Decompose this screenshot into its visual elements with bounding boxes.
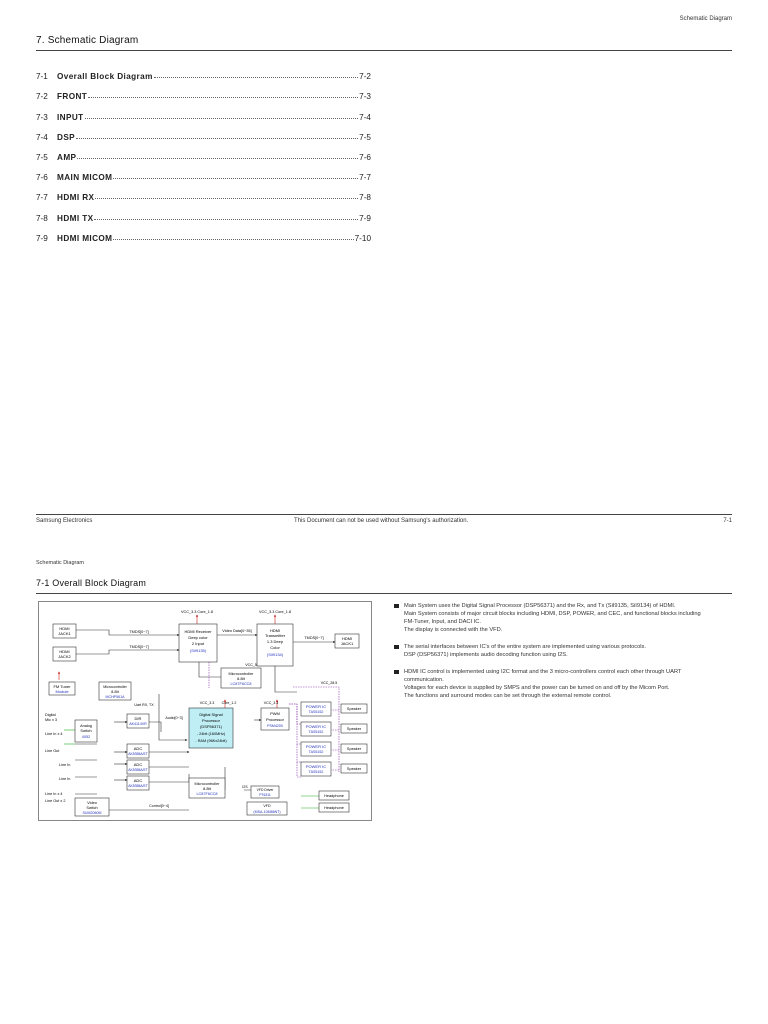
label-uart: Uart RX, TX <box>134 703 154 707</box>
fm-tuner-line2: Module <box>55 689 69 694</box>
analog-switch-block <box>75 720 97 742</box>
toc-entry[interactable] <box>36 223 371 243</box>
hdmi-micro-line2: 8-Bit <box>237 677 245 681</box>
adc-1-part: AK5358A/ET <box>128 752 148 756</box>
square-bullet-icon <box>394 604 399 609</box>
toc-leader <box>94 219 358 220</box>
pwm-part: PSM4200 <box>267 724 283 728</box>
toc-number: 7-9 <box>36 233 48 243</box>
label-tmds-in-1: TMDS[0~7] <box>129 630 149 634</box>
power-ic-2-line1: POWER IC <box>305 724 327 729</box>
hdmi-transmitter-line1: HDMI <box>269 628 281 633</box>
output-label-line-out-2: Line Out x 2 <box>45 799 66 803</box>
hdmi-transmitter-block <box>257 624 293 666</box>
note-line: Main System consists of major circuit blocks including HDMI, DSP, POWER, and CEC, and functional blocks including <box>404 611 701 617</box>
toc-leader <box>77 158 358 159</box>
hdmi-transmitter-line4: Color <box>270 645 280 650</box>
speaker-3-label: Speaker <box>346 747 362 751</box>
speaker-4-label: Speaker <box>346 767 362 771</box>
hdmi-receiver-line1: HDMI Receiver <box>184 629 212 634</box>
adc-3-line1: ADC <box>133 778 143 783</box>
dir-block <box>127 714 149 728</box>
main-micro-part: MCHP561A <box>105 695 125 699</box>
toc-entry[interactable] <box>36 61 371 81</box>
adc-2-line1: ADC <box>133 762 143 767</box>
main-micro-line2: 8-Bit <box>111 690 119 694</box>
label-i2s: I2S <box>242 785 248 789</box>
adc-1-line1: ADC <box>133 746 143 751</box>
toc-page: 7-8 <box>359 193 371 203</box>
toc-leader <box>85 118 359 119</box>
power-ic-1-block <box>301 702 331 716</box>
toc-page: 7-6 <box>359 152 371 162</box>
hdmi-jack-2-line2: JACK2 <box>58 654 71 659</box>
hdmi-receiver-part: (SiI9135) <box>189 648 207 653</box>
power-ic-1-part: TAS5152 <box>308 710 324 714</box>
footer-company: Samsung Electronics <box>36 518 93 524</box>
toc-entry[interactable] <box>36 142 371 162</box>
toc-page: 7-3 <box>359 92 371 102</box>
dsp-block <box>189 708 233 748</box>
toc-entry[interactable] <box>36 81 371 101</box>
adc-2-block <box>127 760 149 774</box>
front-micro-block <box>189 778 225 798</box>
toc-leader <box>76 138 358 139</box>
dir-line1: DIR <box>134 716 142 721</box>
analog-switch-line2: Switch <box>80 729 92 733</box>
input-label-line-in-b: Line In <box>59 777 71 781</box>
note-line: Main System uses the Digital Signal Processor (DSP56371) and the Rx, and Tx (SiI9135, SiI9134) of HDMI. <box>404 603 676 609</box>
overall-block-diagram <box>38 601 372 821</box>
note-line: DSP (DSP56371) implements audio decoding function using I2S. <box>404 652 568 658</box>
toc-number: 7-7 <box>36 193 48 203</box>
label-vcc-3-3-pwm: VCC_3.3 <box>263 701 279 705</box>
footer-page-number: 7-1 <box>723 518 732 524</box>
toc-entry[interactable] <box>36 162 371 182</box>
note-line: The functions and surround modes can be set through the external remote control. <box>404 693 612 699</box>
label-core-1-2: Core_1.2 <box>221 701 237 705</box>
input-label-digital: Digital <box>45 713 56 717</box>
toc-number: 7-3 <box>36 112 48 122</box>
hdmi-transmitter-line3: 1.3 Deep <box>266 639 284 644</box>
headphone-1-label: Headphone <box>324 794 344 798</box>
label-vcc-28: VCC_28.5 <box>320 681 338 685</box>
toc-title: INPUT <box>57 112 84 122</box>
video-switch-part: SUM2060M <box>82 811 102 815</box>
block-diagram-svg <box>39 602 371 820</box>
toc-title: Overall Block Diagram <box>57 72 153 82</box>
footer-notice: This Document can not be used without Samsung's authorization. <box>294 518 469 524</box>
toc-page: 7-7 <box>359 173 371 183</box>
power-ic-4-block <box>301 762 331 776</box>
table-of-contents <box>36 61 371 243</box>
hdmi-out-jack-block <box>335 634 359 648</box>
toc-page: 7-2 <box>359 72 371 82</box>
power-ic-3-block <box>301 742 331 756</box>
vfd-driver-block <box>251 786 279 798</box>
speaker-2-label: Speaker <box>346 727 362 731</box>
pwm-block <box>261 708 289 730</box>
toc-number: 7-6 <box>36 173 48 183</box>
hdmi-micro-part: LC87F6CC8 <box>230 682 252 686</box>
hdmi-transmitter-part: (SiI9134) <box>266 652 284 657</box>
note-line: The serial interfaces between IC's of the entire system are implemented using various protocols. <box>404 644 646 650</box>
running-header: Schematic Diagram <box>679 16 732 22</box>
power-ic-2-block <box>301 722 331 736</box>
power-ic-3-line1: POWER IC <box>305 744 327 749</box>
hdmi-jack-2-block <box>53 647 76 661</box>
power-ic-3-part: TAS5152 <box>308 750 324 754</box>
toc-number: 7-2 <box>36 92 48 102</box>
toc-entry[interactable] <box>36 101 371 121</box>
hdmi-jack-1-line1: HDMI <box>59 626 70 631</box>
toc-title: HDMI RX <box>57 193 95 203</box>
hdmi-receiver-line2: Deep color <box>188 635 208 640</box>
main-micro-line1: Microcontroller <box>103 685 127 689</box>
hdmi-receiver-line3: 2 Input <box>191 641 205 646</box>
square-bullet-icon <box>394 670 399 675</box>
toc-page: 7-4 <box>359 112 371 122</box>
front-micro-part: LC87F6CC8 <box>196 792 218 796</box>
power-ic-4-line1: POWER IC <box>305 764 327 769</box>
toc-entry[interactable] <box>36 202 371 222</box>
adc-3-part: AK5358A/ET <box>128 784 148 788</box>
headphone-blocks <box>319 791 349 812</box>
input-label-mic: Mic x 3 <box>45 718 58 722</box>
pwm-line2: Processor <box>265 717 285 722</box>
analog-switch-part: 4052 <box>81 735 91 739</box>
label-video-data: Video Data[0~35] <box>222 629 252 633</box>
speaker-1-label: Speaker <box>346 707 362 711</box>
running-header: Schematic Diagram <box>36 560 84 566</box>
vfd-part: (MSA-10M86NT) <box>253 810 281 814</box>
dsp-line1: Digital Signal <box>199 712 223 717</box>
hdmi-jack-2-line1: HDMI <box>59 649 70 654</box>
analog-switch-line1: Analog <box>80 724 92 728</box>
input-label-line-in-4: Line In x 4 <box>45 732 63 736</box>
toc-number: 7-8 <box>36 213 48 223</box>
note-line: FM-Tuner, Input, and DACI IC. <box>404 619 481 625</box>
fm-tuner-block <box>49 682 75 695</box>
dsp-line4: - 24bit (160MHz) <box>196 732 226 736</box>
toc-title: FRONT <box>57 92 88 102</box>
toc-leader <box>88 97 358 98</box>
page-block-diagram <box>0 540 768 1024</box>
power-ic-1-line1: POWER IC <box>305 704 327 709</box>
adc-2-part: AK5358A/ET <box>128 768 148 772</box>
label-audio: Audio[0~3] <box>165 716 183 720</box>
footer-rule <box>36 514 732 515</box>
toc-number: 7-1 <box>36 72 48 82</box>
hdmi-micro-line1: Microcontroller <box>228 672 254 676</box>
note-item <box>394 643 734 659</box>
vfd-block <box>247 802 287 815</box>
speaker-blocks <box>341 704 367 773</box>
dsp-line3: (DSP56371) <box>199 724 223 729</box>
toc-leader <box>95 198 358 199</box>
front-micro-line2: 8-Bit <box>203 787 211 791</box>
dir-part: AK4114VR <box>129 722 147 726</box>
label-tmds-in-2: TMDS[0~7] <box>129 645 149 649</box>
dsp-line2: Processor <box>201 718 221 723</box>
toc-number: 7-4 <box>36 132 48 142</box>
note-line: The display is connected with the VFD. <box>404 627 503 633</box>
left-io-labels <box>45 713 70 803</box>
label-vcc-core-rx: VCC_3.3 Core_1.8 <box>180 610 214 614</box>
vfd-driver-part: PT6311 <box>259 793 271 797</box>
toc-page: 7-5 <box>359 132 371 142</box>
hdmi-receiver-block <box>179 624 217 662</box>
adc-3-block <box>127 776 149 790</box>
vfd-driver-line1: VFD Driver <box>256 788 274 792</box>
label-tmds-out: TMDS[0~7] <box>304 636 324 640</box>
toc-page: 7-10 <box>354 233 371 243</box>
adc-1-block <box>127 744 149 758</box>
label-control: Control[0~4] <box>149 804 169 808</box>
hdmi-jack-1-line2: JACK1 <box>58 631 71 636</box>
toc-title: MAIN MICOM <box>57 173 113 183</box>
toc-leader <box>113 178 358 179</box>
square-bullet-icon <box>394 645 399 650</box>
hdmi-out-jack-line2: JACK1 <box>340 641 354 646</box>
note-item <box>394 668 734 700</box>
vfd-line1: VFD <box>263 804 271 808</box>
note-line: communication. <box>404 677 444 683</box>
hdmi-out-jack-line1: HDMI <box>341 636 353 641</box>
power-ic-4-part: TAS5152 <box>308 770 324 774</box>
toc-entry[interactable] <box>36 122 371 142</box>
note-line: Voltages for each device is supplied by SMPS and the power can be turned on and off by the Micom Port. <box>404 685 670 691</box>
main-micro-block <box>99 682 131 700</box>
input-label-line-in-a: Line In <box>59 763 71 767</box>
label-vcc-3-3-dsp: VCC_3.3 <box>199 701 215 705</box>
input-label-line-in-4b: Line In x 4 <box>45 792 63 796</box>
toc-leader <box>154 77 358 78</box>
section-title: 7. Schematic Diagram <box>36 35 139 46</box>
video-switch-line1: Video <box>87 801 97 805</box>
toc-page: 7-9 <box>359 213 371 223</box>
toc-title: HDMI TX <box>57 213 94 223</box>
diagram-notes <box>394 602 734 709</box>
pwm-line1: PWM <box>270 711 280 716</box>
video-switch-line2: Switch <box>86 806 98 810</box>
video-switch-block <box>75 798 109 816</box>
headphone-2-label: Headphone <box>324 806 344 810</box>
toc-number: 7-5 <box>36 152 48 162</box>
toc-leader <box>113 239 353 240</box>
note-line: HDMI IC control is implemented using I2C format and the 3 micro-controllers control each other through UART <box>404 669 682 675</box>
output-label-line-out: Line Out <box>45 749 60 753</box>
title-rule <box>36 50 732 51</box>
label-vcc-core-tx: VCC_3.3 Core_1.8 <box>258 610 292 614</box>
hdmi-transmitter-line2: Transmitter <box>264 633 286 638</box>
toc-title: DSP <box>57 132 76 142</box>
toc-title: HDMI MICOM <box>57 233 113 243</box>
hdmi-micro-block <box>221 668 261 688</box>
label-vcc-5: VCC_5 <box>245 663 257 667</box>
title-rule <box>36 593 732 594</box>
fm-tuner-line1: FM Tuner <box>53 684 71 689</box>
note-item <box>394 602 734 634</box>
toc-title: AMP <box>57 152 77 162</box>
front-micro-line1: Microcontroller <box>194 782 220 786</box>
hdmi-jack-1-block <box>53 624 76 638</box>
power-ic-2-part: TAS5152 <box>308 730 324 734</box>
toc-entry[interactable] <box>36 182 371 202</box>
section-title: 7-1 Overall Block Diagram <box>36 578 147 588</box>
dsp-line5: - RAM (96Kx24bit) <box>195 739 227 743</box>
